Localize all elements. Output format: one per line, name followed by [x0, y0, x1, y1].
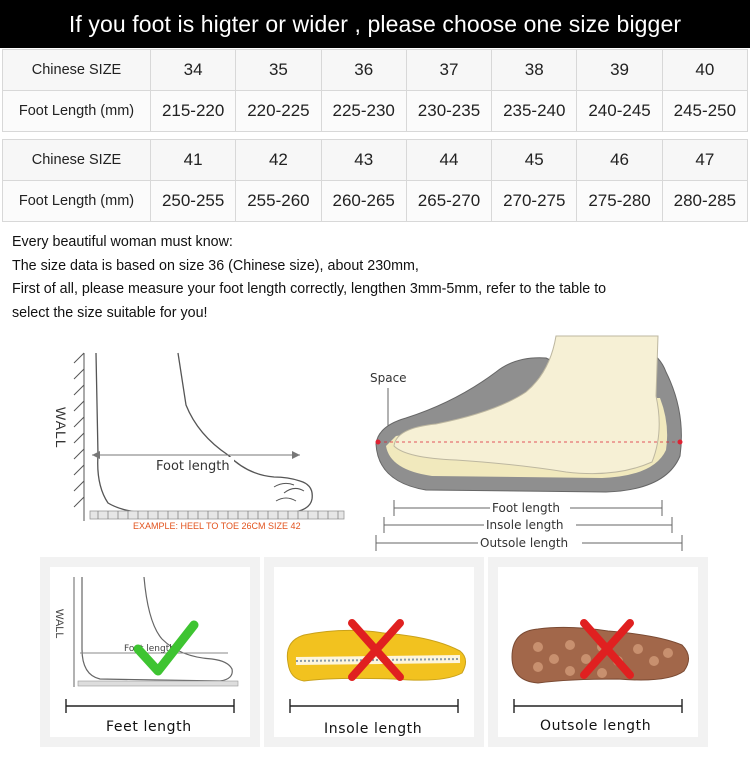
- size-cell: 46: [577, 140, 662, 181]
- size-cell: 42: [236, 140, 321, 181]
- size-header: Chinese SIZE: [3, 50, 151, 91]
- length-cell: 275-280: [577, 181, 662, 222]
- size-cell: 38: [492, 50, 577, 91]
- feet-length-bracket: [64, 697, 236, 715]
- length-header: Foot Length (mm): [3, 181, 151, 222]
- insole-length-label: Insole length: [324, 721, 423, 737]
- length-cell: 265-270: [406, 181, 491, 222]
- panel-outsole-length: [488, 557, 708, 747]
- size-table-2: [2, 139, 748, 222]
- intro-line: The size data is based on size 36 (Chinese size), about 230mm,: [12, 257, 419, 274]
- wall-label-small: WALL: [53, 609, 65, 639]
- size-cell: 36: [321, 50, 406, 91]
- size-cell: 44: [406, 140, 491, 181]
- size-cell: 39: [577, 50, 662, 91]
- size-cell: 47: [662, 140, 747, 181]
- length-row: [3, 181, 748, 222]
- size-cell: 41: [151, 140, 236, 181]
- intro-line: Every beautiful woman must know:: [12, 234, 233, 250]
- foot-length-mini-label: Foot length: [124, 644, 175, 654]
- size-header: Chinese SIZE: [3, 140, 151, 181]
- foot-length-label: Foot length: [156, 459, 230, 474]
- outsole-length-label: Outsole length: [540, 718, 652, 734]
- size-cell: 40: [662, 50, 747, 91]
- length-cell: 225-230: [321, 91, 406, 132]
- size-cell: 45: [492, 140, 577, 181]
- foot-shape: [394, 336, 659, 474]
- intro-text: [12, 231, 742, 325]
- size-table-1: [2, 49, 748, 132]
- length-row: [3, 91, 748, 132]
- outsole-length-bracket: [512, 697, 684, 715]
- length-cell: 260-265: [321, 181, 406, 222]
- shoe-section-diagram: [366, 332, 690, 552]
- wall-hatch: [74, 353, 84, 521]
- length-header: Foot Length (mm): [3, 91, 151, 132]
- panel-feet-length: [40, 557, 260, 747]
- foot-outline: [96, 353, 312, 513]
- feet-mini-diagram: [50, 567, 250, 697]
- size-cell: 34: [151, 50, 236, 91]
- insole-image: [274, 567, 474, 697]
- length-cell: 245-250: [662, 91, 747, 132]
- length-cell: 250-255: [151, 181, 236, 222]
- size-cell: 37: [406, 50, 491, 91]
- length-cell: 240-245: [577, 91, 662, 132]
- panel-insole-length: [264, 557, 484, 747]
- outsole-image: [498, 567, 698, 697]
- length-cell: 220-225: [236, 91, 321, 132]
- length-cell: 255-260: [236, 181, 321, 222]
- example-caption: EXAMPLE: HEEL TO TOE 26CM SIZE 42: [133, 521, 301, 531]
- size-cell: 43: [321, 140, 406, 181]
- wall-label: WALL: [53, 407, 69, 449]
- feet-length-label: Feet length: [106, 719, 192, 735]
- length-cell: 270-275: [492, 181, 577, 222]
- insole-length-bracket: [288, 697, 460, 715]
- length-cell: 230-235: [406, 91, 491, 132]
- intro-line: First of all, please measure your foot length correctly, lengthen 3mm-5mm, refer to the table to: [12, 281, 607, 297]
- size-cell: 35: [236, 50, 321, 91]
- length-cell: 280-285: [662, 181, 747, 222]
- space-label: Space: [370, 371, 407, 385]
- intro-line: select the size suitable for you!: [12, 304, 208, 321]
- outsole-length-line-label: Outsole length: [480, 536, 569, 550]
- insole-length-line-label: Insole length: [486, 518, 564, 532]
- length-cell: 235-240: [492, 91, 577, 132]
- banner-text: If you foot is higter or wider , please choose one size bigger: [68, 10, 682, 37]
- foot-length-line-label: Foot length: [492, 501, 560, 515]
- size-row: [3, 140, 748, 181]
- length-cell: 215-220: [151, 91, 236, 132]
- size-row: [3, 50, 748, 91]
- top-banner: [0, 0, 750, 48]
- wall-measure-diagram: [38, 345, 356, 535]
